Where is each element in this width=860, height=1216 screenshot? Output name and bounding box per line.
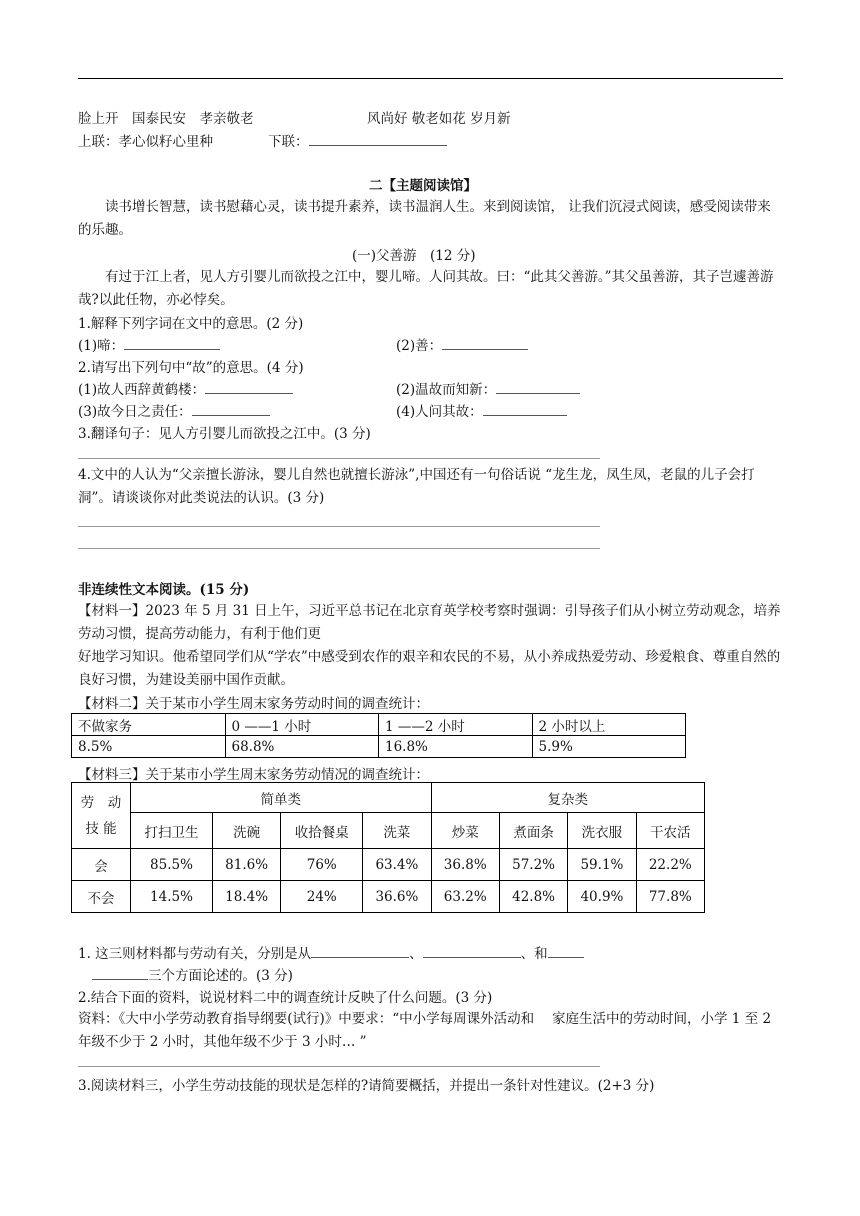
nl-q1-text: 1. 这三则材料都与劳动有关，分别是从 <box>78 946 312 962</box>
q2b-label: (2)温故而知新： <box>396 382 497 398</box>
table-cell: 40.9% <box>568 881 636 913</box>
section2-heading: 二【主题阅读馆】 <box>369 178 477 194</box>
table-cell: 8.5% <box>72 736 226 758</box>
table-cell: 0 ——1 小时 <box>225 714 379 736</box>
q2d <box>396 400 567 420</box>
group-complex: 复杂类 <box>431 783 704 813</box>
q2a-label: (1)故人西辞黄鹤楼： <box>78 382 206 398</box>
table-row <box>72 881 705 913</box>
table-corner-cell <box>72 783 131 849</box>
table-cell: 63.2% <box>431 881 499 913</box>
table-cell: 68.8% <box>225 736 379 758</box>
couplet-options-right: 风尚好 敬老如花 岁月新 <box>367 111 511 127</box>
table-cell: 63.4% <box>363 849 431 881</box>
corner-bottom-label: 技 能 <box>85 820 117 837</box>
q4: 4.文中的人认为“父亲擅长游泳，婴儿自然也就擅长游泳”,中国还有一句俗话说 “龙生龙，凤生凤，老鼠的儿子会打洞”。请谈谈你对此类说法的认识。(3 分) <box>78 467 755 506</box>
q2c <box>78 400 270 420</box>
table-header-cell: 打扫卫生 <box>131 813 213 849</box>
table-header-cell: 洗菜 <box>363 813 431 849</box>
table-header-cell: 收拾餐桌 <box>281 813 363 849</box>
nl-q1-cont <box>92 964 293 984</box>
nl-q1-blank-1[interactable] <box>311 943 409 958</box>
table-header-cell: 煮面条 <box>499 813 567 849</box>
q2b-blank[interactable] <box>496 379 580 394</box>
group-simple: 简单类 <box>131 783 432 813</box>
nl-q1 <box>78 942 584 962</box>
q4-answer-line-2[interactable] <box>78 548 600 549</box>
couplet-lower <box>268 130 447 150</box>
row-label-can: 会 <box>72 849 131 881</box>
nl-q2: 2.结合下面的资料，说说材料二中的调查统计反映了什么问题。(3 分) <box>78 990 493 1006</box>
q4-answer-line-1[interactable] <box>78 526 600 527</box>
table-cell: 57.2% <box>499 849 567 881</box>
table-cell: 14.5% <box>131 881 213 913</box>
table-header-cell: 炒菜 <box>431 813 499 849</box>
nl-q1-blank-3a[interactable] <box>548 943 584 958</box>
material3-table <box>71 782 705 913</box>
header-rule <box>78 78 783 79</box>
q1: 1.解释下列字词在文中的意思。(2 分) <box>78 316 304 332</box>
table-cell: 36.6% <box>363 881 431 913</box>
q2: 2.请写出下列句中“故”的意思。(4 分) <box>78 360 304 376</box>
table-row <box>72 714 686 736</box>
q2c-blank[interactable] <box>192 401 270 416</box>
nl-q1-text-b: 三个方面论述的。(3 分) <box>148 968 293 984</box>
q2b <box>396 378 580 398</box>
material1-part1: 【材料一】2023 年 5 月 31 日上午，习近平总书记在北京育英学校考察时强调：引导孩子们从小树立劳动观念，培养劳动习惯，提高劳动能力，有利于他们更 <box>78 603 781 642</box>
table-cell: 42.8% <box>499 881 567 913</box>
corner-top-label: 劳 动 <box>80 794 122 811</box>
q1a-label: (1)啼： <box>78 338 125 354</box>
table-cell: 85.5% <box>131 849 213 881</box>
table-cell: 不做家务 <box>72 714 226 736</box>
nonlinear-heading: 非连续性文本阅读。(15 分) <box>78 582 250 598</box>
table-cell: 18.4% <box>212 881 280 913</box>
nl-q2-answer-line[interactable] <box>78 1066 600 1067</box>
passage-title: (一)父善游 (12 分) <box>352 248 476 264</box>
table-row <box>72 849 705 881</box>
nl-q1-sep1: 、 <box>409 946 423 962</box>
material1-part2: 好地学习知识。他希望同学们从“学农”中感受到农作的艰辛和农民的不易，从小养成热爱劳动、珍爱粮食、尊重自然的良好习惯，为建设美丽中国作贡献。 <box>78 649 781 688</box>
q1b-label: (2)善： <box>396 338 443 354</box>
section2-intro: 读书增长智慧，读书慰藉心灵，读书提升素养，读书温润人生。来到阅读馆， 让我们沉浸式阅读，感受阅读带来的乐趣。 <box>78 199 771 238</box>
passage-text: 有过于江上者，见人方引婴儿而欲投之江中，婴儿啼。人问其故。曰：“此其父善游。”其父虽善游，其子岂遽善游哉?以此任物，亦必悖矣。 <box>78 269 774 308</box>
table-row <box>72 813 705 849</box>
table-header-cell: 洗衣服 <box>568 813 636 849</box>
q2c-label: (3)故今日之责任： <box>78 404 192 420</box>
table-cell: 81.6% <box>212 849 280 881</box>
material3-title: 【材料三】关于某市小学生周末家务劳动情况的调查统计： <box>78 767 429 783</box>
nl-q3: 3.阅读材料三，小学生劳动技能的现状是怎样的?请简要概括，并提出一条针对性建议。(2+3 分) <box>78 1078 655 1094</box>
q3: 3.翻译句子：见人方引婴儿而欲投之江中。(3 分) <box>78 426 371 442</box>
table-header-cell: 洗碗 <box>212 813 280 849</box>
q1a <box>78 334 220 354</box>
couplet-options-left: 脸上开 国泰民安 孝亲敬老 <box>78 111 254 127</box>
q1b-blank[interactable] <box>442 335 528 350</box>
q1b <box>396 334 528 354</box>
table-cell: 77.8% <box>636 881 704 913</box>
table-cell: 16.8% <box>379 736 533 758</box>
table-cell: 2 小时以上 <box>532 714 686 736</box>
table-cell: 5.9% <box>532 736 686 758</box>
table-cell: 76% <box>281 849 363 881</box>
q2d-blank[interactable] <box>483 401 567 416</box>
table-header-cell: 干农活 <box>636 813 704 849</box>
row-label-cannot: 不会 <box>72 881 131 913</box>
nl-q1-blank-2[interactable] <box>423 943 521 958</box>
q2a <box>78 378 293 398</box>
table-cell: 1 ——2 小时 <box>379 714 533 736</box>
table-row <box>72 783 705 813</box>
nl-q2-material: 资料：《大中小学劳动教育指导纲要(试行)》中要求：“中小学每周课外活动和 家庭生活中的劳动时间，小学 1 至 2 年级不少于 2 小时，其他年级不少于 3 小时… ” <box>78 1011 772 1050</box>
material2-title: 【材料二】关于某市小学生周末家务劳动时间的调查统计： <box>78 696 429 712</box>
table-cell: 59.1% <box>568 849 636 881</box>
table-row <box>72 736 686 758</box>
q2d-label: (4)人问其故： <box>396 404 483 420</box>
nl-q1-sep2: 、和 <box>520 946 548 962</box>
q3-answer-line[interactable] <box>78 458 600 459</box>
nl-q1-blank-3b[interactable] <box>92 965 148 980</box>
table-cell: 22.2% <box>636 849 704 881</box>
q2a-blank[interactable] <box>205 379 293 394</box>
table-cell: 24% <box>281 881 363 913</box>
q1a-blank[interactable] <box>124 335 220 350</box>
couplet-lower-blank[interactable] <box>309 131 447 146</box>
couplet-upper: 上联：孝心似籽心里种 <box>78 134 213 150</box>
couplet-lower-label: 下联： <box>268 134 309 150</box>
material2-table <box>71 713 686 758</box>
table-cell: 36.8% <box>431 849 499 881</box>
